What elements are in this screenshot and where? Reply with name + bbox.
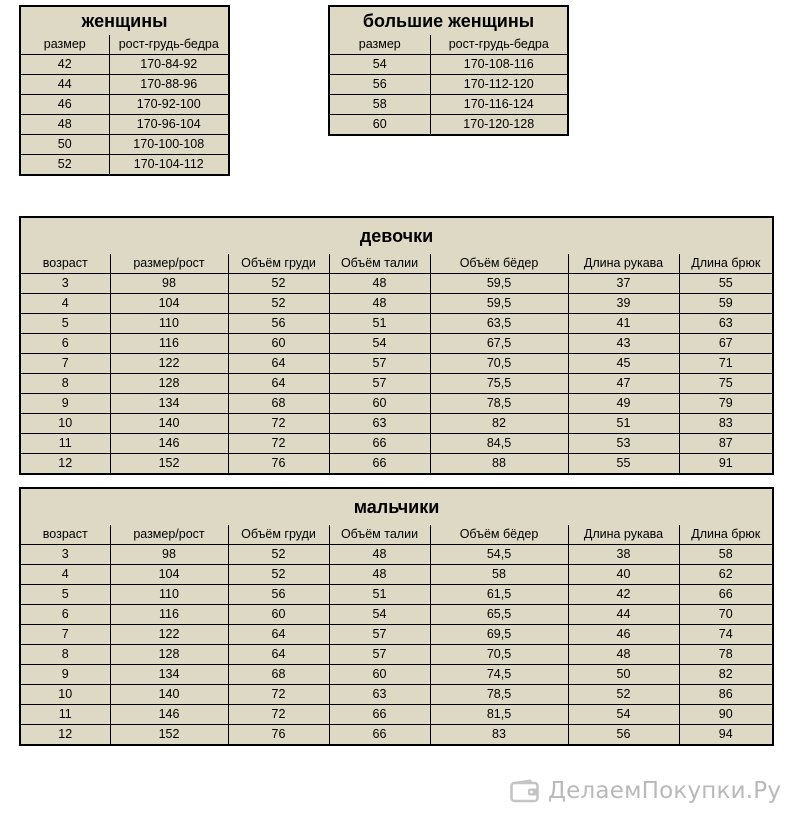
table-cell: 83	[430, 725, 568, 746]
table-cell: 64	[228, 354, 329, 374]
table-row	[329, 75, 568, 95]
table-cell: 74	[679, 625, 773, 645]
table-row	[20, 725, 773, 746]
table-cell: 75	[679, 374, 773, 394]
column-header: Объём груди	[228, 525, 329, 545]
table-row	[329, 115, 568, 136]
table-cell: 83	[679, 414, 773, 434]
table-title: женщины	[20, 6, 229, 35]
table-cell: 44	[20, 75, 109, 95]
table-cell: 57	[329, 645, 430, 665]
table-cell: 3	[20, 274, 110, 294]
table-cell: 91	[679, 454, 773, 475]
table-cell: 66	[329, 705, 430, 725]
table-cell: 60	[228, 334, 329, 354]
watermark-text: ДелаемПокупки.Ру	[548, 778, 782, 804]
column-header: размер/рост	[110, 254, 228, 274]
table-cell: 48	[329, 294, 430, 314]
table-cell: 9	[20, 665, 110, 685]
table-row	[20, 665, 773, 685]
table-cell: 72	[228, 685, 329, 705]
table-cell: 122	[110, 354, 228, 374]
table-cell: 170-116-124	[430, 95, 568, 115]
table-cell: 170-120-128	[430, 115, 568, 136]
table-cell: 76	[228, 454, 329, 475]
column-header: возраст	[20, 525, 110, 545]
table-cell: 170-104-112	[109, 155, 229, 176]
table-title: девочки	[20, 217, 773, 254]
table-cell: 134	[110, 665, 228, 685]
table-cell: 54	[329, 334, 430, 354]
table-cell: 104	[110, 565, 228, 585]
table-cell: 60	[228, 605, 329, 625]
table-row	[20, 685, 773, 705]
table-cell: 57	[329, 374, 430, 394]
table-row	[20, 454, 773, 475]
table-cell: 4	[20, 294, 110, 314]
table-row	[20, 135, 229, 155]
table-row	[20, 374, 773, 394]
table-cell: 51	[329, 585, 430, 605]
table-cell: 98	[110, 545, 228, 565]
table-cell: 63	[329, 685, 430, 705]
table-row	[20, 274, 773, 294]
table-cell: 48	[20, 115, 109, 135]
table-cell: 46	[568, 625, 679, 645]
table-cell: 48	[329, 545, 430, 565]
plus-women-size-table	[328, 5, 569, 136]
table-cell: 170-108-116	[430, 55, 568, 75]
table-cell: 64	[228, 374, 329, 394]
table-cell: 104	[110, 294, 228, 314]
column-header: Объём бёдер	[430, 254, 568, 274]
table-cell: 63	[679, 314, 773, 334]
table-cell: 54	[329, 55, 430, 75]
table-cell: 84,5	[430, 434, 568, 454]
site-watermark	[510, 774, 781, 808]
table-title: большие женщины	[329, 6, 568, 35]
table-cell: 12	[20, 454, 110, 475]
table-cell: 52	[228, 274, 329, 294]
table-cell: 110	[110, 585, 228, 605]
table-cell: 8	[20, 645, 110, 665]
table-cell: 45	[568, 354, 679, 374]
table-cell: 44	[568, 605, 679, 625]
table-cell: 53	[568, 434, 679, 454]
table-cell: 146	[110, 434, 228, 454]
table-cell: 12	[20, 725, 110, 746]
table-cell: 170-88-96	[109, 75, 229, 95]
table-cell: 49	[568, 394, 679, 414]
column-header: Объём талии	[329, 254, 430, 274]
table-cell: 128	[110, 645, 228, 665]
table-cell: 55	[568, 454, 679, 475]
table-cell: 75,5	[430, 374, 568, 394]
table-cell: 51	[568, 414, 679, 434]
table-row	[20, 394, 773, 414]
table-cell: 52	[228, 294, 329, 314]
table-cell: 94	[679, 725, 773, 746]
table-cell: 52	[228, 565, 329, 585]
table-cell: 5	[20, 585, 110, 605]
table-cell: 50	[568, 665, 679, 685]
column-header: Длина брюк	[679, 525, 773, 545]
table-cell: 58	[679, 545, 773, 565]
table-cell: 46	[20, 95, 109, 115]
table-cell: 170-92-100	[109, 95, 229, 115]
column-header: Объём груди	[228, 254, 329, 274]
table-cell: 42	[20, 55, 109, 75]
table-cell: 50	[20, 135, 109, 155]
table-cell: 52	[228, 545, 329, 565]
table-cell: 88	[430, 454, 568, 475]
table-row	[329, 95, 568, 115]
table-cell: 66	[329, 434, 430, 454]
table-cell: 72	[228, 705, 329, 725]
table-cell: 170-84-92	[109, 55, 229, 75]
table-cell: 78,5	[430, 394, 568, 414]
table-row	[20, 354, 773, 374]
table-cell: 54,5	[430, 545, 568, 565]
table-cell: 128	[110, 374, 228, 394]
table-cell: 67,5	[430, 334, 568, 354]
table-cell: 86	[679, 685, 773, 705]
table-cell: 134	[110, 394, 228, 414]
table-row	[20, 334, 773, 354]
table-cell: 72	[228, 414, 329, 434]
table-row	[20, 565, 773, 585]
table-row	[20, 155, 229, 176]
table-cell: 10	[20, 685, 110, 705]
table-row	[20, 545, 773, 565]
table-cell: 78,5	[430, 685, 568, 705]
boys-size-table	[19, 487, 774, 746]
table-cell: 37	[568, 274, 679, 294]
table-row	[20, 294, 773, 314]
table-cell: 56	[228, 314, 329, 334]
table-cell: 65,5	[430, 605, 568, 625]
table-row	[20, 414, 773, 434]
table-row	[20, 625, 773, 645]
table-cell: 68	[228, 665, 329, 685]
table-cell: 116	[110, 334, 228, 354]
table-cell: 170-96-104	[109, 115, 229, 135]
table-cell: 59,5	[430, 274, 568, 294]
column-header: Длина рукава	[568, 525, 679, 545]
table-cell: 68	[228, 394, 329, 414]
table-row	[20, 95, 229, 115]
table-cell: 69,5	[430, 625, 568, 645]
table-cell: 6	[20, 605, 110, 625]
table-cell: 5	[20, 314, 110, 334]
column-header: размер	[20, 35, 109, 55]
column-header: размер/рост	[110, 525, 228, 545]
table-cell: 70	[679, 605, 773, 625]
column-header: Объём талии	[329, 525, 430, 545]
table-cell: 39	[568, 294, 679, 314]
table-cell: 64	[228, 625, 329, 645]
table-cell: 66	[329, 454, 430, 475]
table-cell: 90	[679, 705, 773, 725]
table-title: мальчики	[20, 488, 773, 525]
table-cell: 59,5	[430, 294, 568, 314]
table-cell: 56	[568, 725, 679, 746]
table-cell: 6	[20, 334, 110, 354]
table-cell: 170-112-120	[430, 75, 568, 95]
table-cell: 51	[329, 314, 430, 334]
table-cell: 40	[568, 565, 679, 585]
table-cell: 67	[679, 334, 773, 354]
table-cell: 116	[110, 605, 228, 625]
column-header: рост-грудь-бедра	[109, 35, 229, 55]
table-cell: 43	[568, 334, 679, 354]
table-row	[20, 434, 773, 454]
table-cell: 152	[110, 454, 228, 475]
table-cell: 56	[228, 585, 329, 605]
table-cell: 82	[679, 665, 773, 685]
column-header: Длина брюк	[679, 254, 773, 274]
table-cell: 60	[329, 394, 430, 414]
table-cell: 63,5	[430, 314, 568, 334]
table-cell: 60	[329, 665, 430, 685]
table-cell: 122	[110, 625, 228, 645]
table-cell: 48	[329, 274, 430, 294]
table-cell: 57	[329, 354, 430, 374]
table-cell: 71	[679, 354, 773, 374]
table-cell: 59	[679, 294, 773, 314]
table-cell: 42	[568, 585, 679, 605]
table-cell: 11	[20, 705, 110, 725]
table-cell: 87	[679, 434, 773, 454]
table-cell: 56	[329, 75, 430, 95]
column-header: возраст	[20, 254, 110, 274]
table-cell: 70,5	[430, 645, 568, 665]
table-cell: 152	[110, 725, 228, 746]
table-row	[20, 585, 773, 605]
table-cell: 58	[430, 565, 568, 585]
table-cell: 70,5	[430, 354, 568, 374]
table-cell: 98	[110, 274, 228, 294]
table-cell: 38	[568, 545, 679, 565]
table-cell: 7	[20, 354, 110, 374]
table-cell: 54	[329, 605, 430, 625]
table-row	[20, 314, 773, 334]
table-cell: 64	[228, 645, 329, 665]
table-cell: 10	[20, 414, 110, 434]
table-row	[20, 75, 229, 95]
table-cell: 66	[679, 585, 773, 605]
table-cell: 48	[329, 565, 430, 585]
table-row	[20, 115, 229, 135]
table-cell: 41	[568, 314, 679, 334]
table-cell: 7	[20, 625, 110, 645]
column-header: Длина рукава	[568, 254, 679, 274]
table-cell: 61,5	[430, 585, 568, 605]
table-cell: 82	[430, 414, 568, 434]
table-cell: 170-100-108	[109, 135, 229, 155]
table-row	[20, 605, 773, 625]
table-cell: 4	[20, 565, 110, 585]
table-cell: 140	[110, 414, 228, 434]
table-cell: 78	[679, 645, 773, 665]
column-header: размер	[329, 35, 430, 55]
table-cell: 72	[228, 434, 329, 454]
table-cell: 146	[110, 705, 228, 725]
column-header: рост-грудь-бедра	[430, 35, 568, 55]
table-cell: 52	[568, 685, 679, 705]
table-row	[20, 55, 229, 75]
table-row	[20, 645, 773, 665]
table-cell: 3	[20, 545, 110, 565]
table-cell: 76	[228, 725, 329, 746]
table-cell: 79	[679, 394, 773, 414]
table-cell: 55	[679, 274, 773, 294]
table-cell: 74,5	[430, 665, 568, 685]
table-cell: 11	[20, 434, 110, 454]
table-cell: 9	[20, 394, 110, 414]
table-cell: 62	[679, 565, 773, 585]
table-cell: 63	[329, 414, 430, 434]
table-cell: 60	[329, 115, 430, 136]
table-cell: 52	[20, 155, 109, 176]
table-cell: 58	[329, 95, 430, 115]
table-cell: 47	[568, 374, 679, 394]
table-cell: 8	[20, 374, 110, 394]
table-row	[329, 55, 568, 75]
wallet-icon	[510, 779, 540, 803]
column-header: Объём бёдер	[430, 525, 568, 545]
table-row	[20, 705, 773, 725]
women-size-table	[19, 5, 230, 176]
girls-size-table	[19, 216, 774, 475]
table-cell: 81,5	[430, 705, 568, 725]
table-cell: 66	[329, 725, 430, 746]
table-cell: 110	[110, 314, 228, 334]
table-cell: 48	[568, 645, 679, 665]
table-cell: 140	[110, 685, 228, 705]
table-cell: 54	[568, 705, 679, 725]
table-cell: 57	[329, 625, 430, 645]
